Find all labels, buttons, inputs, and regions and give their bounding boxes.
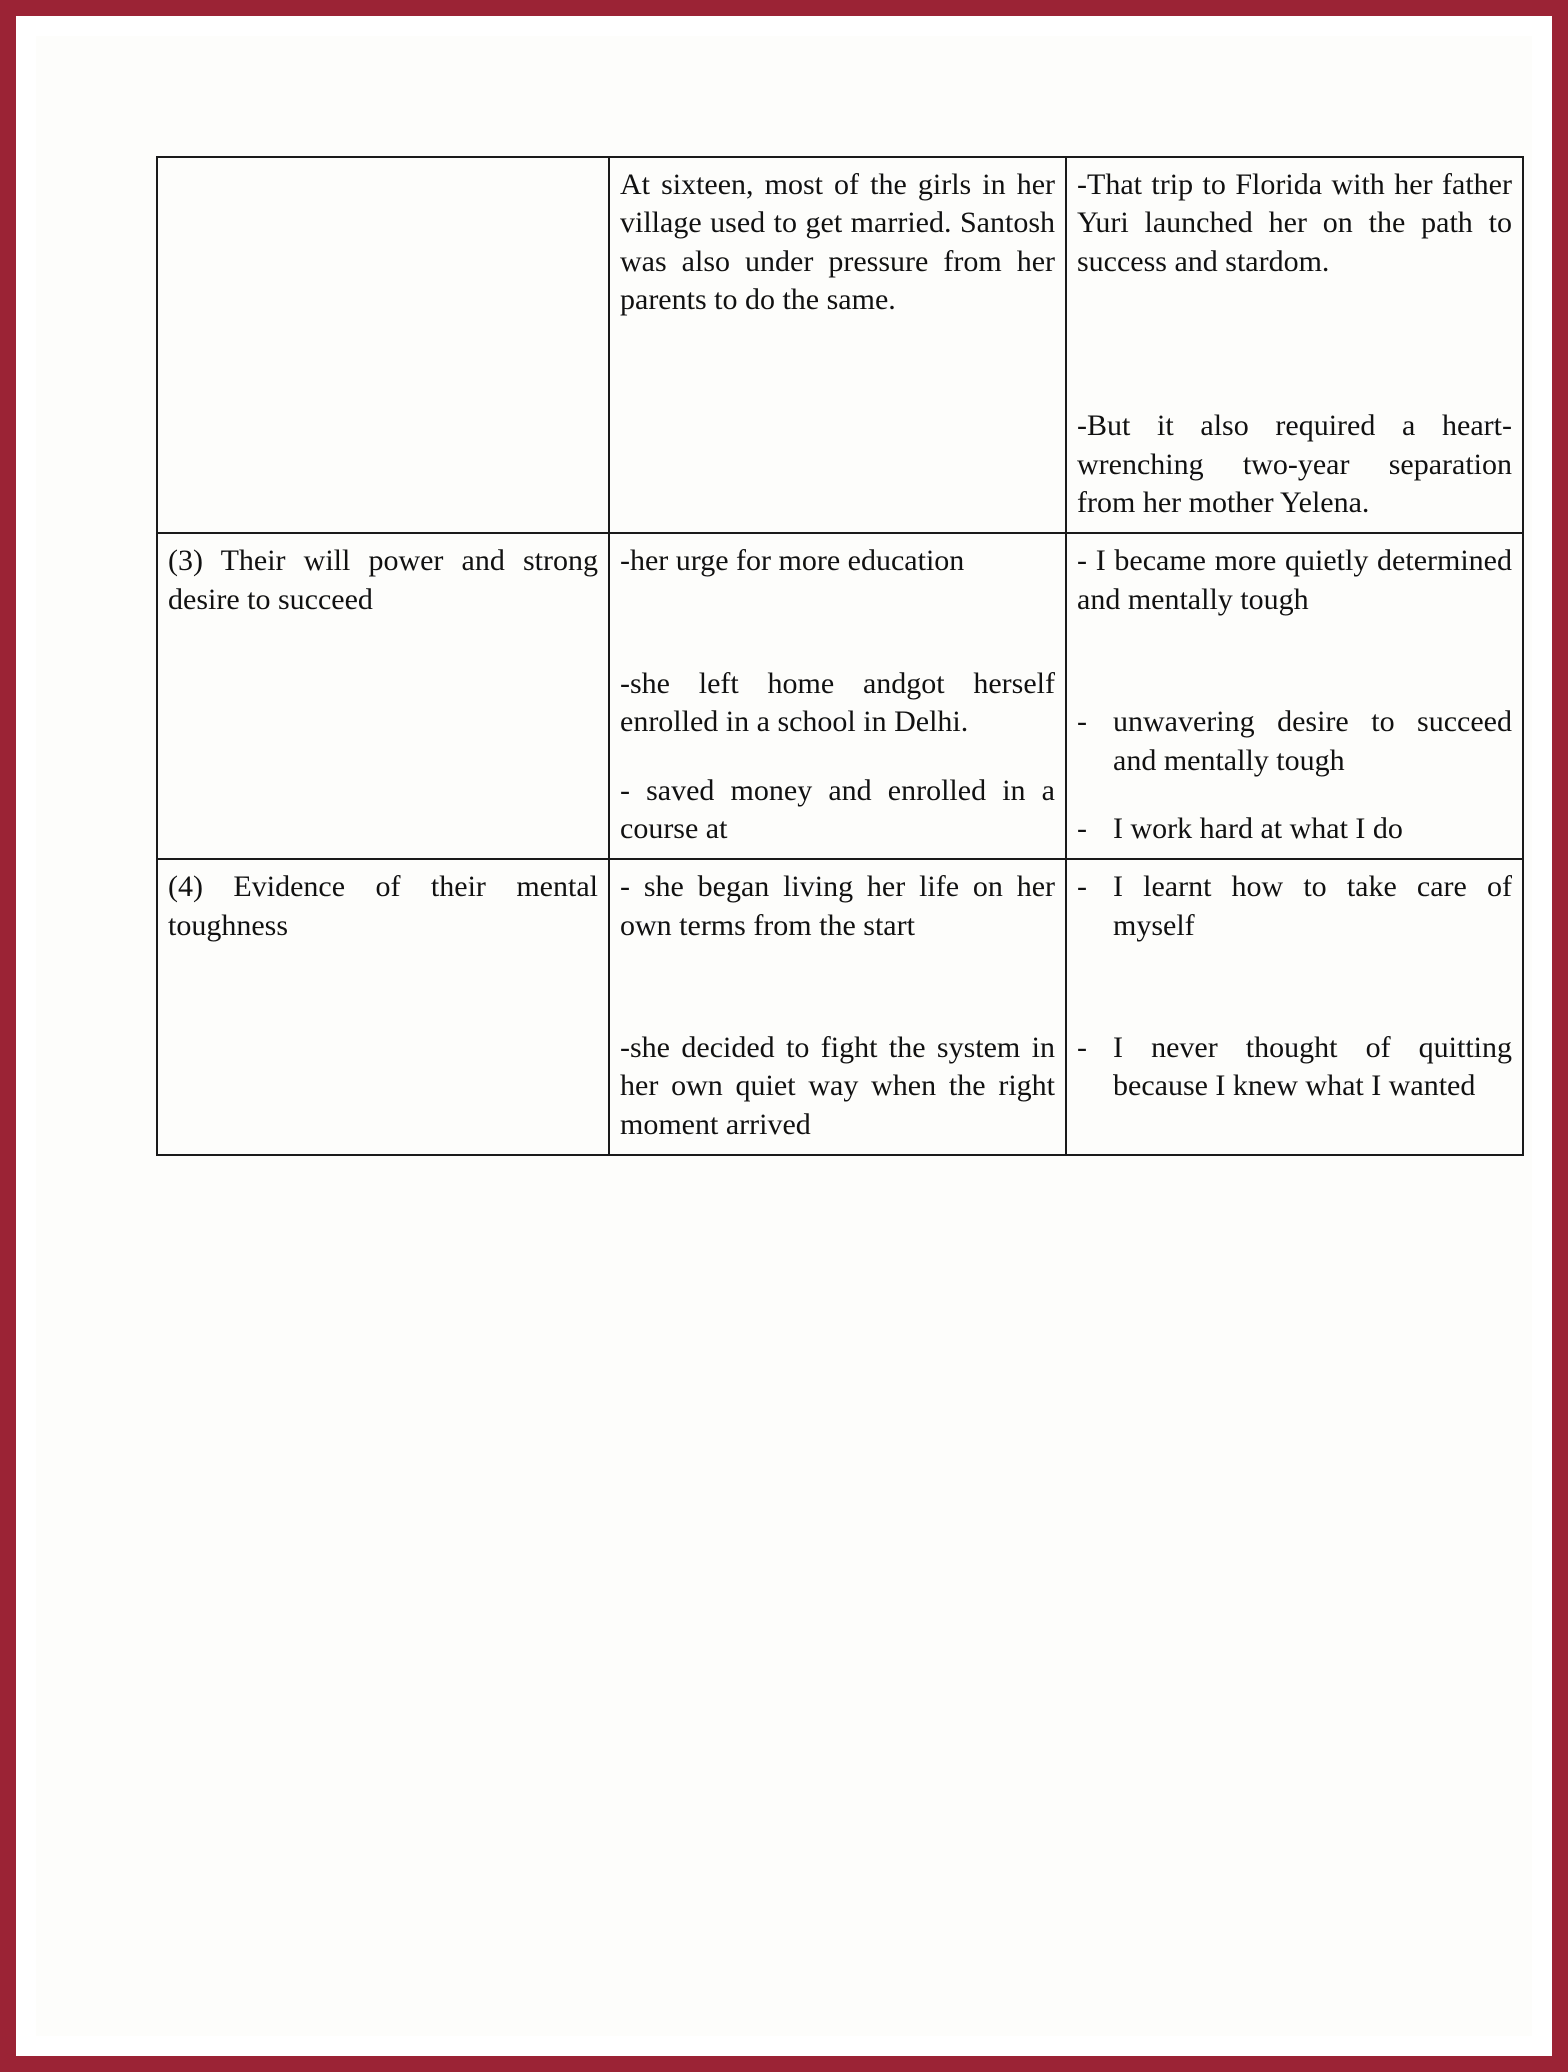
row2-col-c-bullet-1: [1077, 703, 1512, 780]
bullet-dash-icon: -: [1077, 811, 1087, 845]
row3-col-a-heading: (4) Evidence of their mental toughness: [168, 870, 598, 942]
row3-col-b-cell: [609, 859, 1066, 1155]
bullet-dash-icon: -: [1077, 705, 1087, 739]
row2-col-c-bullet-2-text: I work hard at what I do: [1113, 811, 1403, 845]
table-row: [157, 859, 1523, 1155]
table-row: [157, 533, 1523, 859]
row3-col-c-bullet-1: [1077, 868, 1512, 945]
row1-col-c-spacer: [1077, 311, 1512, 407]
row3-col-a-cell: [157, 859, 609, 1155]
table-row: [157, 157, 1523, 533]
row2-col-b-spacer-1: [620, 611, 1055, 665]
row3-col-c-bullet-2: [1077, 1029, 1512, 1106]
row3-col-b-paragraph-1: - she began living her life on her own terms from the start: [620, 870, 1055, 942]
row1-col-b-paragraph-1: At sixteen, most of the girls in her village used to get married. Santosh was also under pressure from her parents to do the same.: [620, 168, 1055, 317]
row2-col-a-cell: [157, 533, 609, 859]
row3-col-b-paragraph-2: -she decided to fight the system in her own quiet way when the right moment arrived: [620, 1031, 1055, 1141]
row1-col-c-paragraph-2: -But it also required a heart-wrenching two-year separation from her mother Yelena.: [1077, 409, 1512, 519]
row3-col-c-spacer-1: [1077, 975, 1512, 1029]
row3-col-c-bullet-1-text: I learnt how to take care of myself: [1113, 870, 1512, 942]
row2-col-b-paragraph-3: - saved money and enrolled in a course at: [620, 773, 1055, 845]
row1-col-b-cell: [609, 157, 1066, 533]
row2-col-b-paragraph-2: -she left home andgot herself enrolled in a school in Delhi.: [620, 666, 1055, 739]
row2-col-c-bullet-2: [1077, 810, 1512, 848]
row3-col-c-cell: [1066, 859, 1523, 1155]
row2-col-c-paragraph-1: - I became more quietly determined and mentally tough: [1077, 544, 1512, 616]
row2-col-c-cell: [1066, 533, 1523, 859]
row2-col-a-heading: (3) Their will power and strong desire to succeed: [168, 544, 598, 616]
row2-col-c-spacer-1: [1077, 649, 1512, 703]
row2-col-c-bullet-1-text: unwavering desire to succeed and mentally tough: [1113, 705, 1512, 777]
bullet-dash-icon: -: [1077, 870, 1087, 904]
comparison-table: [156, 156, 1524, 1156]
row2-col-b-cell: [609, 533, 1066, 859]
row3-col-c-bullet-2-text: I never thought of quitting because I knew what I wanted: [1113, 1031, 1512, 1103]
row1-col-a-cell: [157, 157, 609, 533]
row1-col-c-cell: [1066, 157, 1523, 533]
page-content-area: [32, 32, 1536, 2040]
row2-col-b-paragraph-1: -her urge for more education: [620, 544, 965, 578]
row1-col-c-paragraph-1: -That trip to Florida with her father Yuri launched her on the path to success and stardom.: [1077, 168, 1512, 278]
bullet-dash-icon: -: [1077, 1031, 1087, 1065]
row3-col-b-spacer-1: [620, 975, 1055, 1029]
